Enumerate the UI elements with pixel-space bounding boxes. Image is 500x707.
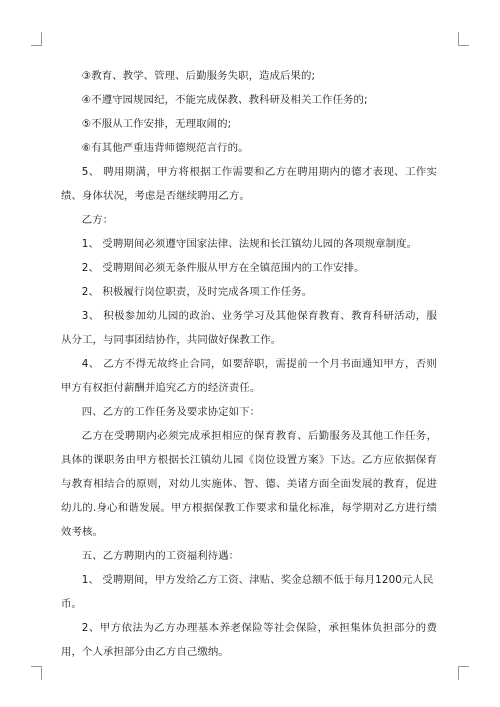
paragraph: 乙方在受聘期内必须完成承担相应的保育教育、后勤服务及其他工作任务，具体的课职务由甲方根据长江镇幼儿园《岗位设置方案》下达。乙方应依据保育与教育相结合的原则，对幼儿实施体、智、德、美诸方面全面发展的教育，促进幼儿的.身心和谐发展。甲方根据保教工作要求和量化标准，每学期对乙方进行绩效考核。 [61,430,437,538]
paragraph: 4、 乙方不得无故终止合同，如要辞职，需提前一个月书面通知甲方，否则甲方有权拒付薪酬并追究乙方的经济责任。 [61,358,437,394]
document-body [61,64,437,664]
crop-mark-top-right [458,32,469,46]
paragraph: ⑥有其他严重违背师德规范言行的。 [81,142,249,154]
section-heading: 五、乙方聘期内的工资福利待遇： [81,550,240,562]
paragraph: ④不遵守园规园纪，不能完成保教、教科研及相关工作任务的; [81,94,368,106]
paragraph: 2、甲方依法为乙方办理基本养老保险等社会保险，承担集体负担部分的费用，个人承担部分由乙方自己缴纳。 [61,622,437,658]
paragraph: 3、 积极参加幼儿园的政治、业务学习及其他保育教育、教育科研活动，服从分工，与同事团结协作，共同做好保教工作。 [61,310,437,346]
paragraph: 2、 受聘期间必须无条件服从甲方在全镇范围内的工作安排。 [81,262,365,274]
paragraph: 1、 受聘期间必须遵守国家法律、法规和长江镇幼儿园的各项规章制度。 [81,238,418,250]
paragraph: 乙方： [81,214,114,226]
paragraph: ③教育、教学、管理、后勤服务失职，造成后果的; [81,70,316,82]
paragraph: 1、 受聘期间，甲方发给乙方工资、津贴、奖金总额不低于每月1200元人民币。 [61,574,434,610]
paragraph: 2、 积极履行岗位职责，及时完成各项工作任务。 [81,286,313,298]
paragraph: 5、 聘用期满，甲方将根据工作需要和乙方在聘用期内的德才表现、工作实绩、身体状况，考虑是否继续聘用乙方。 [61,166,437,202]
crop-mark-bottom-right [458,666,469,680]
crop-mark-top-left [31,32,42,46]
crop-mark-bottom-left [31,666,42,680]
paragraph: ⑤不服从工作安排，无理取闹的; [81,118,232,130]
section-heading: 四、乙方的工作任务及要求协定如下： [81,406,261,418]
